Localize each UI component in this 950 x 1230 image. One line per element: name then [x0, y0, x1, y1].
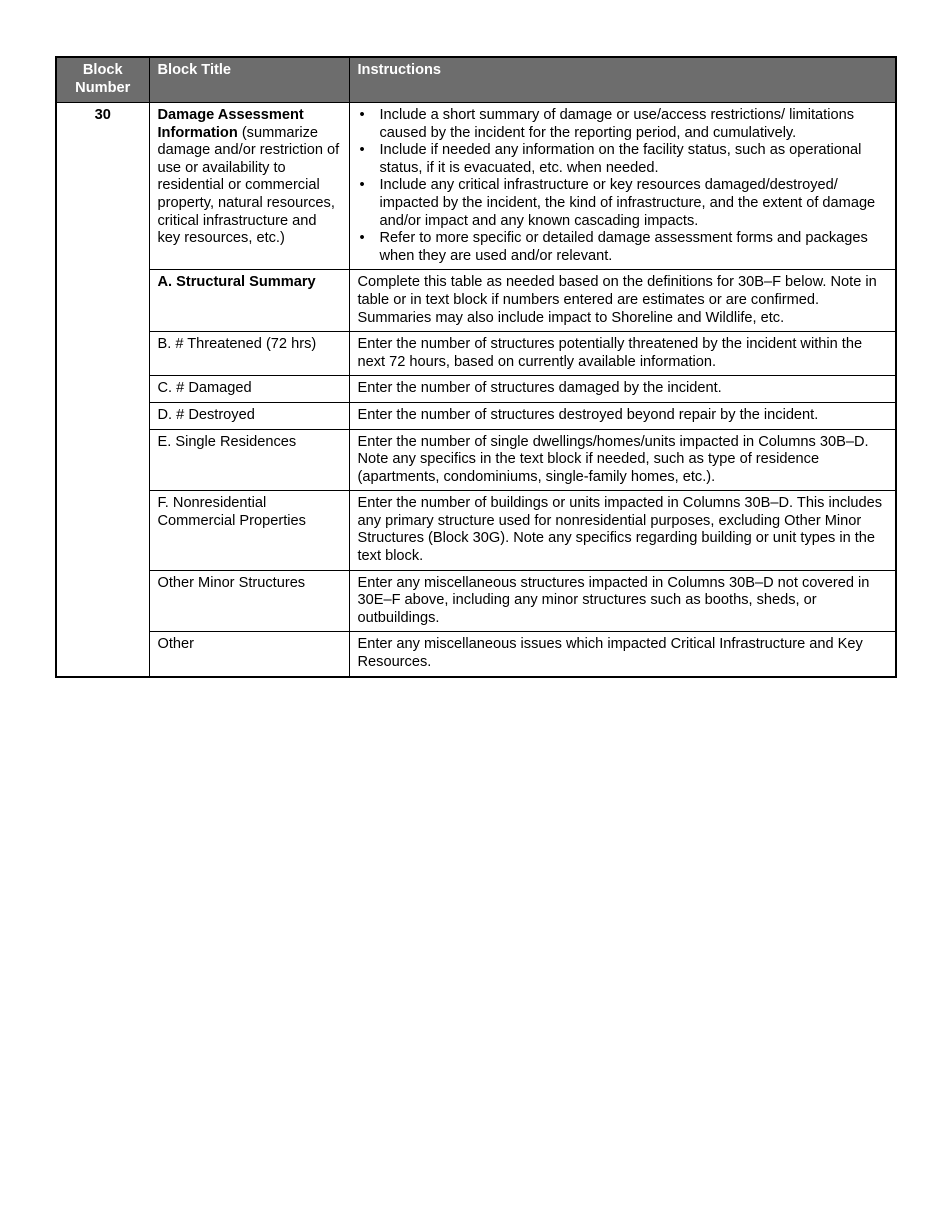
block-title-description: (summarize damage and/or restriction of use or availability to residential or commercial property, natural resources, critical infrastructure and key resources, etc.) — [157, 124, 340, 247]
block-number-cell: 30 — [56, 103, 149, 677]
block-title-bold: Damage Assessment Information — [157, 107, 304, 141]
table-row — [56, 570, 896, 632]
row-instructions: Enter the number of structures destroyed beyond repair by the incident. — [349, 402, 896, 429]
block-title-cell — [149, 103, 349, 270]
row-instructions: Enter the number of structures damaged by the incident. — [349, 376, 896, 403]
list-item: • Include if needed any information on the facility status, such as operational status, if it is evacuated, etc. when needed. — [380, 142, 888, 177]
row-title: F. Nonresidential Commercial Properties — [149, 491, 349, 570]
table-row — [56, 270, 896, 332]
table-header-row — [56, 57, 896, 103]
table-row — [56, 429, 896, 491]
instructions-table — [55, 56, 897, 678]
header-block-number: Block Number — [56, 57, 149, 103]
row-instructions: Enter any miscellaneous structures impacted in Columns 30B–D not covered in 30E–F above, including any minor structures such as booths, sheds, or outbuildings. — [349, 570, 896, 632]
row-instructions: Enter the number of structures potentially threatened by the incident within the next 72 hours, based on currently available information. — [349, 332, 896, 376]
row-title: Other Minor Structures — [149, 570, 349, 632]
row-title: B. # Threatened (72 hrs) — [149, 332, 349, 376]
table-row — [56, 332, 896, 376]
row-instructions: Complete this table as needed based on the definitions for 30B–F below. Note in table or in text block if numbers entered are estimates or are confirmed. Summaries may also include impact to Shoreline and Wildlife, etc. — [349, 270, 896, 332]
list-item: • Include any critical infrastructure or key resources damaged/destroyed/ impacted by the incident, the kind of infrastructure, and the extent of damage and/or impact and any known cascading impacts. — [380, 177, 888, 230]
instruction-bullet-list — [358, 107, 888, 265]
header-block-title: Block Title — [149, 57, 349, 103]
list-item: • Include a short summary of damage or use/access restrictions/ limitations caused by the incident for the reporting period, and cumulatively. — [380, 107, 888, 142]
table-row — [56, 402, 896, 429]
row-title: A. Structural Summary — [149, 270, 349, 332]
row-title: Other — [149, 632, 349, 677]
table-row — [56, 103, 896, 270]
list-item: • Refer to more specific or detailed damage assessment forms and packages when they are used and/or relevant. — [380, 230, 888, 265]
table-row — [56, 632, 896, 677]
row-title: D. # Destroyed — [149, 402, 349, 429]
table-row — [56, 491, 896, 570]
row-title: E. Single Residences — [149, 429, 349, 491]
block-instructions-cell — [349, 103, 896, 270]
table-row — [56, 376, 896, 403]
header-instructions: Instructions — [349, 57, 896, 103]
row-instructions: Enter the number of single dwellings/homes/units impacted in Columns 30B–D. Note any specifics in the text block if needed, such as type of residence (apartments, condominiums, single-family homes, etc.). — [349, 429, 896, 491]
row-title: C. # Damaged — [149, 376, 349, 403]
row-instructions: Enter the number of buildings or units impacted in Columns 30B–D. This includes any primary structure used for nonresidential purposes, excluding Other Minor Structures (Block 30G). Note any specifics regarding building or unit types in the text block. — [349, 491, 896, 570]
row-instructions: Enter any miscellaneous issues which impacted Critical Infrastructure and Key Resources. — [349, 632, 896, 677]
